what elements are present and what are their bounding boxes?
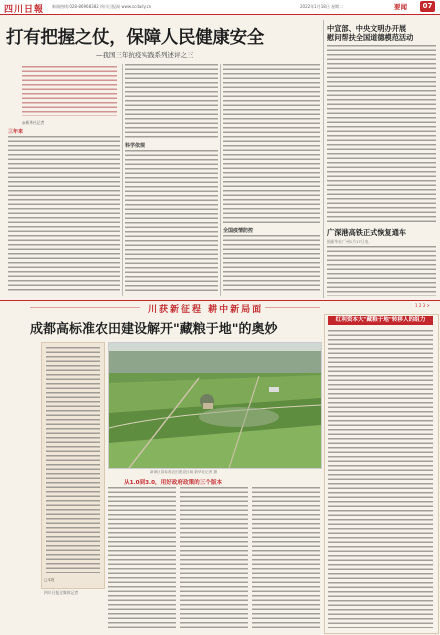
lead-paragraph <box>22 66 117 116</box>
bottom-subhead: 从1.0到3.0，用好政府政策的三个版本 <box>124 480 223 486</box>
column-divider <box>323 20 324 298</box>
top-subhead-3: 全国疫情防控 <box>223 228 254 234</box>
bottom-headline: 成都高标准农田建设解开"藏粮于地"的奥妙 <box>30 322 278 337</box>
sidebar-note: □本报 <box>44 578 55 582</box>
right-feature-body <box>328 330 433 628</box>
sidebar-text <box>46 347 100 573</box>
banner-decoration-right <box>265 307 320 308</box>
section-label: 要闻 <box>394 3 407 11</box>
farmland-photo <box>108 342 322 469</box>
page-number: 07 <box>420 1 435 12</box>
right-article-2-byline: 据新华社广州1月17日电 <box>327 239 369 244</box>
body-column-1 <box>8 136 120 291</box>
bottom-column-3 <box>252 487 320 630</box>
farmland-aerial-image <box>109 343 321 468</box>
top-byline: ◎新华社记者 <box>22 120 45 125</box>
page-reference: 1 2 3 > <box>415 303 430 308</box>
body-column-2 <box>125 64 218 139</box>
bottom-column-1 <box>108 487 176 630</box>
top-subhead-1: 三年来 <box>8 129 24 135</box>
series-title: 川获新征程 耕中新局面 <box>148 305 264 315</box>
right-article-2-headline: 广深港高铁正式恢复通车 <box>327 228 407 237</box>
right-article-1-headline: 中宣部、中央文明办开展 <box>327 24 407 33</box>
right-article-1-body <box>327 45 436 223</box>
top-headline: 打有把握之仗，保障人民健康安全 <box>6 28 264 48</box>
right-feature-title: 红利资本大"藏粮于地"转移人的组力 <box>328 316 433 325</box>
body-column-2b <box>125 150 218 292</box>
column-divider <box>220 64 221 296</box>
column-divider <box>122 64 123 296</box>
banner-decoration-left <box>30 307 140 308</box>
bottom-column-2 <box>180 487 248 630</box>
top-subhead-2: 科学依规 <box>125 143 146 149</box>
newspaper-logo: 四川日報 <box>4 5 45 15</box>
right-article-1-headline-2: 慰问帮扶全国道德模范活动 <box>327 33 414 42</box>
photo-caption: 新津区高标准农田建设区域 新华社记者 摄 <box>150 470 217 474</box>
body-column-3b <box>223 235 320 292</box>
issue-date: 2022年1月18日 星期二 <box>300 4 344 9</box>
sidebar-credit: 四川日报全媒体记者 <box>44 590 79 595</box>
body-column-3 <box>223 64 320 224</box>
top-subheadline: —我国三年抗疫实践系列述评之三 <box>96 51 194 59</box>
hotline-text: 新闻热线:028-86968382 四川日报网 www.scdaily.cn <box>52 4 152 9</box>
right-article-2-body <box>327 246 436 296</box>
